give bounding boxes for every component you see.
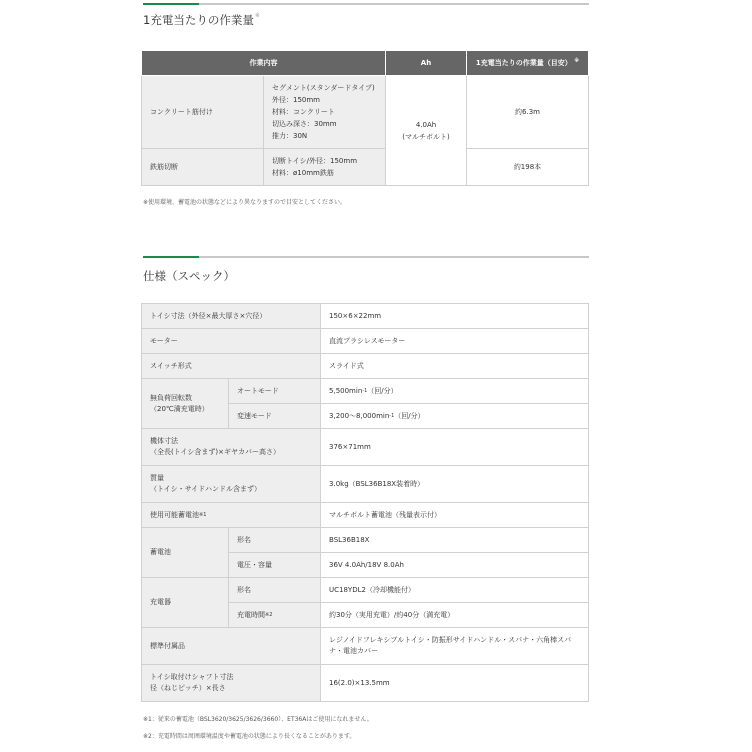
spec-note-1: ※1：従来の蓄電池（BSL3620/3625/3626/3660）、ET36Aはご使用になれません。 xyxy=(143,716,373,723)
spec-value xyxy=(321,404,589,429)
table-row xyxy=(142,665,589,702)
condition-line: 材料：ø10mm鉄筋 xyxy=(272,169,334,177)
spec-sublabel: 電圧・容量 xyxy=(229,553,321,578)
table-row xyxy=(142,329,589,354)
spec-label-charger: 充電器 xyxy=(142,578,229,628)
condition-line: 材料：コンクリート xyxy=(272,108,335,116)
spec-value: 約30分（実用充電）/約40分（満充電） xyxy=(321,603,589,628)
spec-sublabel-text: 充電時間 xyxy=(237,610,265,619)
header-amount-mark: ※ xyxy=(574,58,580,64)
note-mark: ※2 xyxy=(265,611,273,618)
unit-exponent: -1 xyxy=(362,387,368,394)
speed-value: 5,500min xyxy=(329,386,363,395)
spec-value xyxy=(321,379,589,404)
header-work-amount xyxy=(467,51,589,76)
spec-label-line: 機体寸法 xyxy=(150,437,178,445)
section-accent xyxy=(143,256,199,258)
work-conditions-cell xyxy=(264,76,386,149)
work-note: ※使用環境、蓄電池の状態などにより異なりますので目安としてください。 xyxy=(143,199,347,206)
spec-value xyxy=(321,628,589,665)
table-row xyxy=(142,379,589,404)
table-row xyxy=(142,628,589,665)
spec-value: マルチボルト蓄電池（残量表示付） xyxy=(321,503,589,528)
spec-value: 16(2.0)×13.5mm xyxy=(321,665,589,702)
spec-label xyxy=(142,503,321,528)
unit-exponent: -1 xyxy=(389,412,395,419)
table-row xyxy=(142,503,589,528)
note-mark: ※1 xyxy=(199,511,207,518)
header-ah: Ah xyxy=(386,51,467,76)
spec-label: 標準付属品 xyxy=(142,628,321,665)
spec-value: 直流ブラシレスモーター xyxy=(321,329,589,354)
spec-value-line: ナ・電池カバー xyxy=(329,647,379,655)
spec-label xyxy=(142,466,321,503)
spec-label-line: トイシ取付けシャフト寸法 xyxy=(150,673,234,681)
spec-label-line: （トイシ・サイドハンドル含まず） xyxy=(150,485,262,493)
spec-note-2: ※2：充電時間は周囲環境温度や蓄電池の状態により長くなることがあります。 xyxy=(143,733,356,740)
spec-label-line: 質量 xyxy=(150,474,164,482)
table-row xyxy=(142,76,589,149)
speed-unit: （回/分） xyxy=(367,386,398,395)
condition-line: 切断トイシ/外径：150mm xyxy=(272,157,358,165)
spec-sublabel xyxy=(229,603,321,628)
title-note-mark: ※ xyxy=(254,12,260,19)
spec-label: スイッチ形式 xyxy=(142,354,321,379)
spec-value: UC18YDL2（冷却機能付） xyxy=(321,578,589,603)
spec-value: 36V 4.0Ah/18V 8.0Ah xyxy=(321,553,589,578)
table-row xyxy=(142,429,589,466)
spec-value: 376×71mm xyxy=(321,429,589,466)
spec-label xyxy=(142,665,321,702)
header-work-content: 作業内容 xyxy=(142,51,386,76)
section-divider xyxy=(143,256,589,258)
table-row xyxy=(142,304,589,329)
condition-line: セグメント(スタンダードタイプ) xyxy=(272,84,375,92)
header-amount-text: 1充電当たりの作業量（目安） xyxy=(475,59,572,67)
spec-label xyxy=(142,429,321,466)
battery-ah-cell xyxy=(386,76,467,186)
section-accent xyxy=(143,3,199,5)
section-title-text: 1充電当たりの作業量 xyxy=(143,13,254,27)
spec-sublabel: 形名 xyxy=(229,578,321,603)
spec-label-line: （20℃満充電時） xyxy=(150,404,209,413)
ah-value: 4.0Ah xyxy=(415,120,437,129)
spec-value: BSL36B18X xyxy=(321,528,589,553)
spec-label: トイシ寸法（外径×最大厚さ×穴径） xyxy=(142,304,321,329)
work-amount-table xyxy=(141,50,589,186)
spec-label-text: 使用可能蓄電池 xyxy=(150,510,199,519)
spec-sublabel: オートモード xyxy=(229,379,321,404)
spec-table xyxy=(141,303,589,702)
spec-sublabel: 変速モード xyxy=(229,404,321,429)
table-row xyxy=(142,466,589,503)
work-conditions-cell xyxy=(264,149,386,186)
work-amount-cell: 約198本 xyxy=(467,149,589,186)
spec-label-line: （全長(トイシ含まず)×ギヤカバー高さ） xyxy=(150,448,280,456)
spec-label: モーター xyxy=(142,329,321,354)
condition-line: 切込み深さ：30mm xyxy=(272,120,337,128)
speed-value: 3,200～8,000min xyxy=(329,411,390,420)
ah-note: (マルチボルト) xyxy=(402,132,450,141)
spec-label-line: 径（ねじピッチ）×長さ xyxy=(150,684,226,692)
speed-unit: （回/分） xyxy=(394,411,425,420)
table-row xyxy=(142,578,589,603)
spec-label-speed xyxy=(142,379,229,429)
spec-value: 150×6×22mm xyxy=(321,304,589,329)
spec-value-line: レジノイドフレキシブルトイシ・防振形サイドハンドル・スパナ・六角棒スパ xyxy=(329,636,572,644)
condition-line: 外径：150mm xyxy=(272,96,320,104)
section-title-work xyxy=(143,12,260,28)
table-row xyxy=(142,149,589,186)
condition-line: 推力：30N xyxy=(272,132,308,140)
work-amount-cell: 約6.3m xyxy=(467,76,589,149)
section-divider xyxy=(143,3,589,5)
table-row xyxy=(142,528,589,553)
spec-label-battery: 蓄電池 xyxy=(142,528,229,578)
work-name-cell: コンクリート筋付け xyxy=(142,76,264,149)
spec-label-line: 無負荷回転数 xyxy=(150,393,192,402)
spec-value: 3.0kg（BSL36B18X装着時） xyxy=(321,466,589,503)
work-name-cell: 鉄筋切断 xyxy=(142,149,264,186)
spec-value: スライド式 xyxy=(321,354,589,379)
section-title-spec: 仕様（スペック） xyxy=(143,269,235,283)
table-row xyxy=(142,354,589,379)
spec-sublabel: 形名 xyxy=(229,528,321,553)
